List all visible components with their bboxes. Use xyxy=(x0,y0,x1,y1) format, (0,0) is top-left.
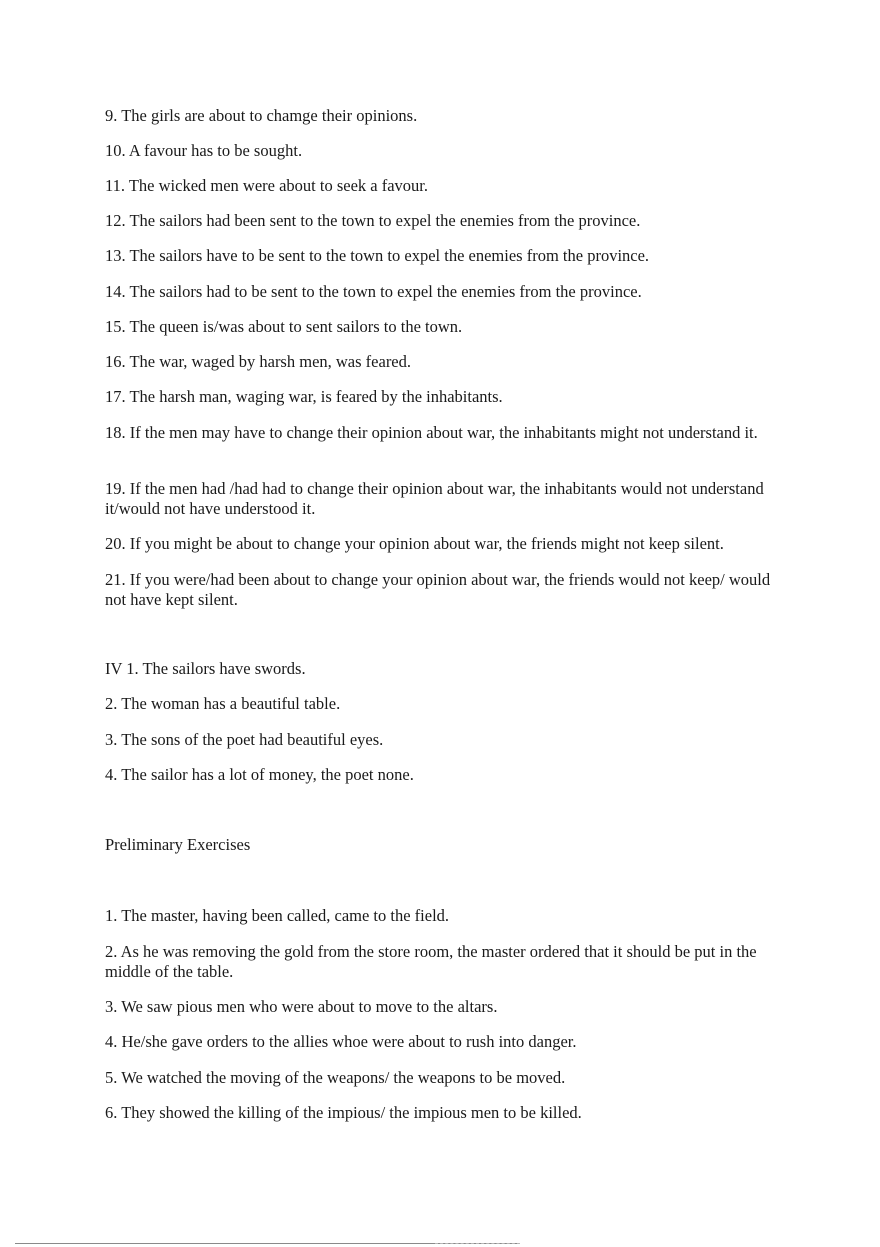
sentence-17: 17. The harsh man, waging war, is feared by the inhabitants. xyxy=(105,387,503,406)
preliminary-item-5: 5. We watched the moving of the weapons/ the weapons to be moved. xyxy=(105,1068,566,1087)
preliminary-item-3: 3. We saw pious men who were about to move to the altars. xyxy=(105,997,498,1016)
sentence-10: 10. A favour has to be sought. xyxy=(105,141,303,160)
footer-divider-dashed xyxy=(435,1243,520,1244)
sentence-9: 9. The girls are about to chamge their opinions. xyxy=(105,106,418,125)
sentence-21: 21. If you were/had been about to change your opinion about war, the friends would not keep/ would not have kept silent. xyxy=(105,570,771,609)
sentence-11: 11. The wicked men were about to seek a favour. xyxy=(105,176,429,195)
sentence-18: 18. If the men may have to change their opinion about war, the inhabitants might not understand it. xyxy=(105,423,758,442)
section-iv-item-3: 3. The sons of the poet had beautiful eyes. xyxy=(105,730,384,749)
preliminary-item-4: 4. He/she gave orders to the allies whoe were about to rush into danger. xyxy=(105,1032,577,1051)
preliminary-item-6: 6. They showed the killing of the impious/ the impious men to be killed. xyxy=(105,1103,582,1122)
section-iv-item-4: 4. The sailor has a lot of money, the poet none. xyxy=(105,765,414,784)
section-iv-item-1: IV 1. The sailors have swords. xyxy=(105,659,306,678)
preliminary-heading: Preliminary Exercises xyxy=(105,835,251,854)
sentence-16: 16. The war, waged by harsh men, was feared. xyxy=(105,352,412,371)
sentence-20: 20. If you might be about to change your opinion about war, the friends might not keep silent. xyxy=(105,534,724,553)
preliminary-item-1: 1. The master, having been called, came to the field. xyxy=(105,906,450,925)
preliminary-item-2: 2. As he was removing the gold from the store room, the master ordered that it should be put in the middle of the table. xyxy=(105,942,757,981)
section-iv-item-2: 2. The woman has a beautiful table. xyxy=(105,694,341,713)
sentence-12: 12. The sailors had been sent to the town to expel the enemies from the province. xyxy=(105,211,641,230)
sentence-14: 14. The sailors had to be sent to the town to expel the enemies from the province. xyxy=(105,282,642,301)
sentence-19: 19. If the men had /had had to change their opinion about war, the inhabitants would not understand it/would not have understood it. xyxy=(105,479,764,518)
sentence-15: 15. The queen is/was about to sent sailors to the town. xyxy=(105,317,463,336)
sentence-13: 13. The sailors have to be sent to the town to expel the enemies from the province. xyxy=(105,246,650,265)
